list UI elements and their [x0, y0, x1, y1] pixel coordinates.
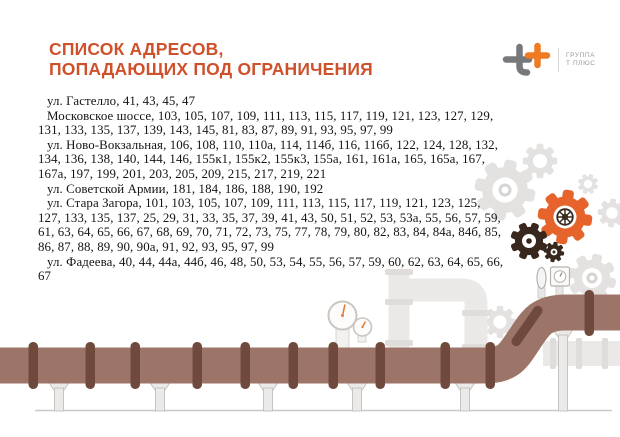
meter-box-icon — [551, 267, 570, 298]
logo-caption-line-1: ГРУППА — [566, 52, 596, 59]
tplus-logo — [501, 40, 596, 80]
address-item: ул. Фадеева, 40, 44, 44а, 44б, 46, 48, 50, 53, 54, 55, 56, 57, 59, 60, 62, 63, 64, 65, 66, 67 — [38, 254, 504, 284]
title-line-1: СПИСОК АДРЕСОВ, — [49, 39, 224, 59]
address-item: ул. Гастелло, 41, 43, 45, 47 — [47, 94, 196, 108]
address-list — [38, 94, 506, 284]
valve-handwheel-icon — [537, 268, 546, 299]
tplus-logo-icon — [501, 40, 553, 80]
page-title — [49, 40, 373, 79]
logo-caption-line-2: Т ПЛЮС — [566, 60, 596, 67]
address-item: ул. Стара Загора, 101, 103, 105, 107, 109, 111, 113, 115, 117, 119, 121, 123, 125, 127, 133, 135, 137, 25, 29, 31, 33, 35, 37, 39, 41, 43, 50, 51, 52, 53, 53а, 55, 56, 57, 59, 61, 63, 64, 65, 66, 67, 68, 69, 70, 71, 72, 73, 75, 77, 78, 79, 80, 82, 83, 84, 84а, 84б, 85, 86, 87, 88, 89, 90, 90а, 91, 92, 93, 95, 97, 99 — [38, 196, 502, 254]
logo-caption — [558, 48, 596, 72]
pressure-gauge-icon — [329, 302, 372, 350]
title-line-2: ПОПАДАЮЩИХ ПОД ОГРАНИЧЕНИЯ — [49, 58, 373, 79]
address-item: ул. Советской Армии, 181, 184, 186, 188, 190, 192 — [47, 181, 324, 196]
address-item: Московское шоссе, 103, 105, 107, 109, 111, 113, 115, 117, 119, 121, 123, 127, 129, 131, 133, 135, 137, 139, 143, 145, 81, 83, 87, 89, 91, 93, 95, 97, 99 — [38, 108, 494, 138]
address-item: ул. Ново-Вокзальная, 106, 108, 110, 110а, 114, 114б, 116, 116б, 122, 124, 128, 132, 134, 136, 138, 140, 144, 146, 155к1, 155к2, 155к3, 155а, 161, 161а, 165, 165а, 167, 167а, 197, 199, 201, 203, 205, 209, 215, 217, 219, 221 — [38, 137, 499, 181]
